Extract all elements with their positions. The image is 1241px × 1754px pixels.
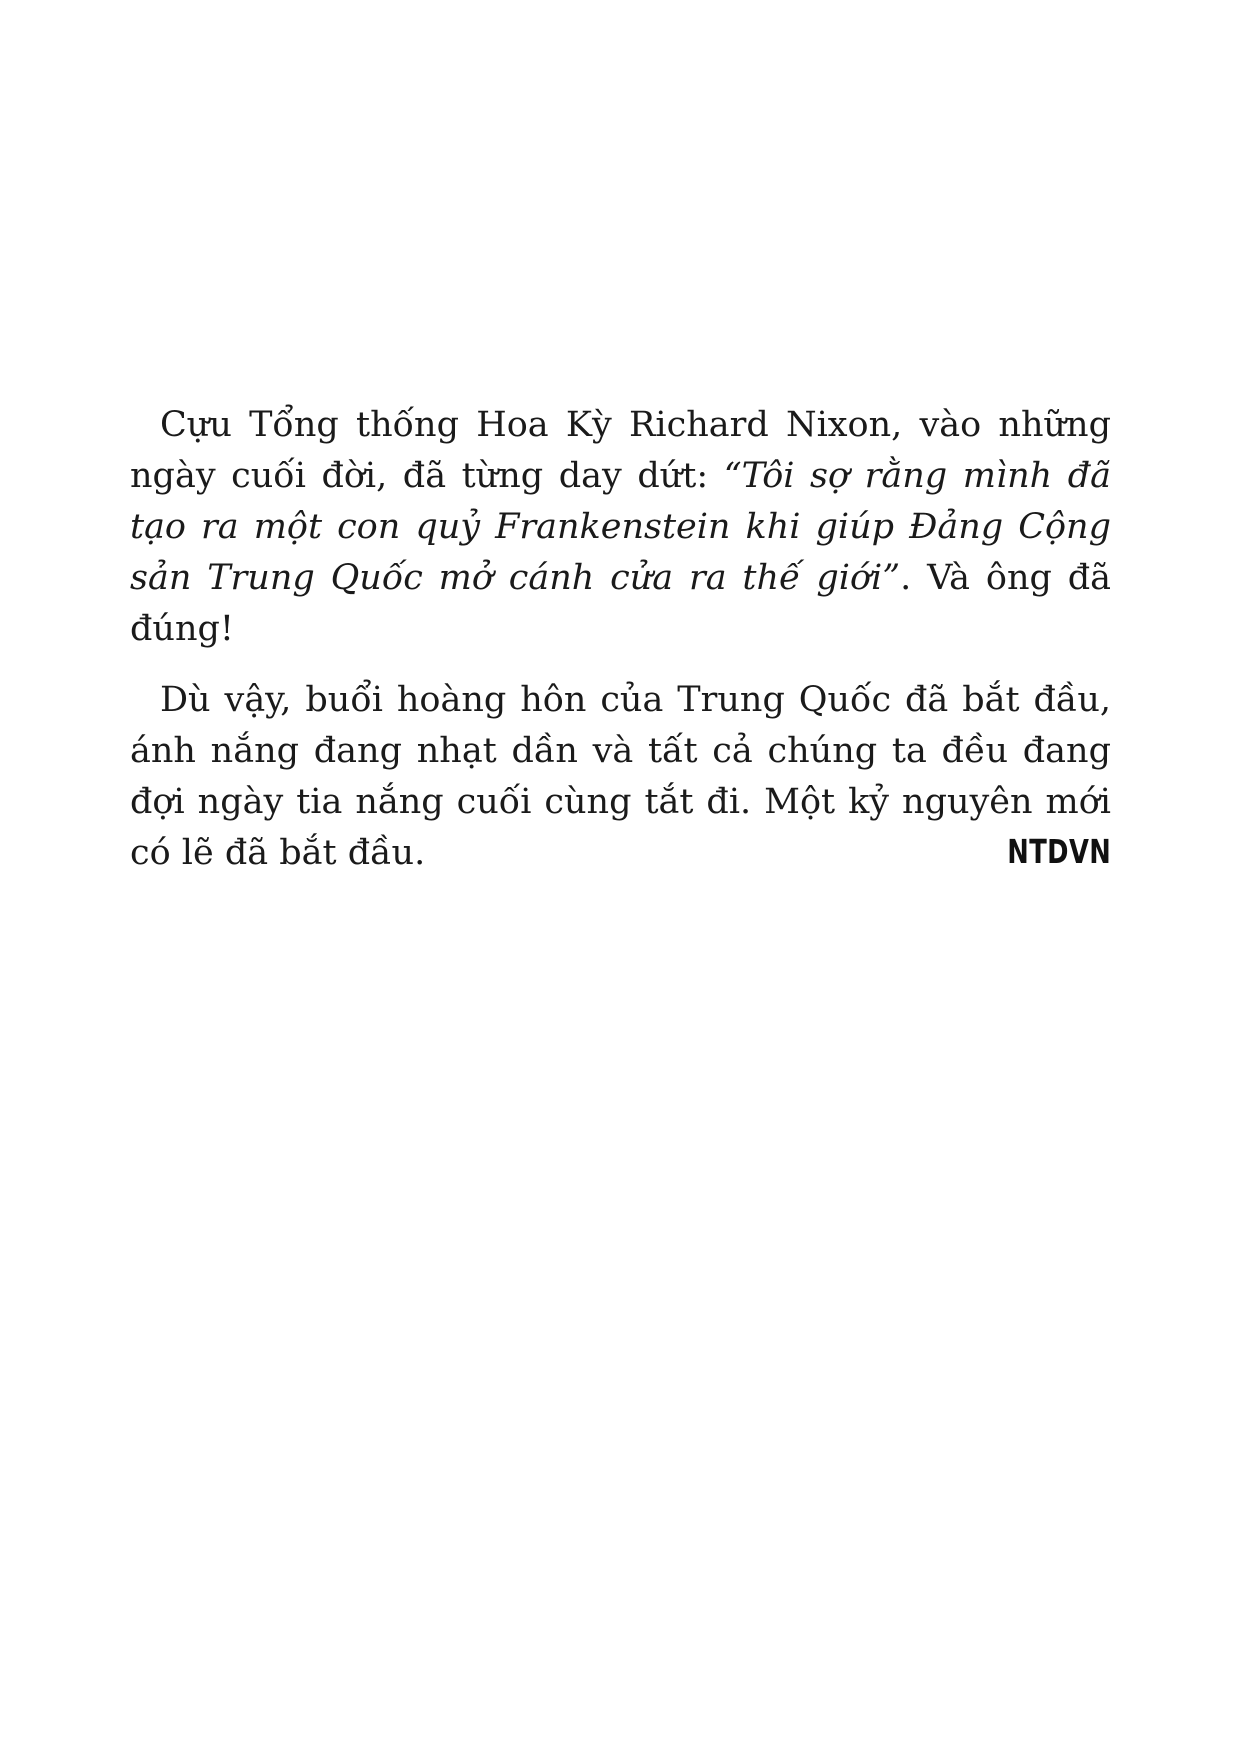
paragraph-sunset: Dù vậy, buổi hoàng hôn của Trung Quốc đã bắt đầu, ánh nắng đang nhạt dần và tất cả chúng ta đều đang đợi ngày tia nắng cuối cùng tắt đi. Một kỷ nguyên mới có lẽ đã bắt đầu. [130,680,1111,873]
nixon-quote: “Tôi sợ rằng mình đã tạo ra một con quỷ Frankenstein khi giúp Đảng Cộng sản Trung Quốc mở cánh cửa ra thế giới” [130,456,1111,598]
signature: NTDVN [1007,832,1111,871]
paragraph-nixon-quote [130,400,1111,655]
paragraph-1-tail: . Và ông đã đúng! [130,558,1111,649]
paragraph-1-lead: Cựu Tổng thống Hoa Kỳ Richard Nixon, vào những ngày cuối đời, đã từng day dứt: [130,405,1111,496]
document-body [130,400,1111,899]
